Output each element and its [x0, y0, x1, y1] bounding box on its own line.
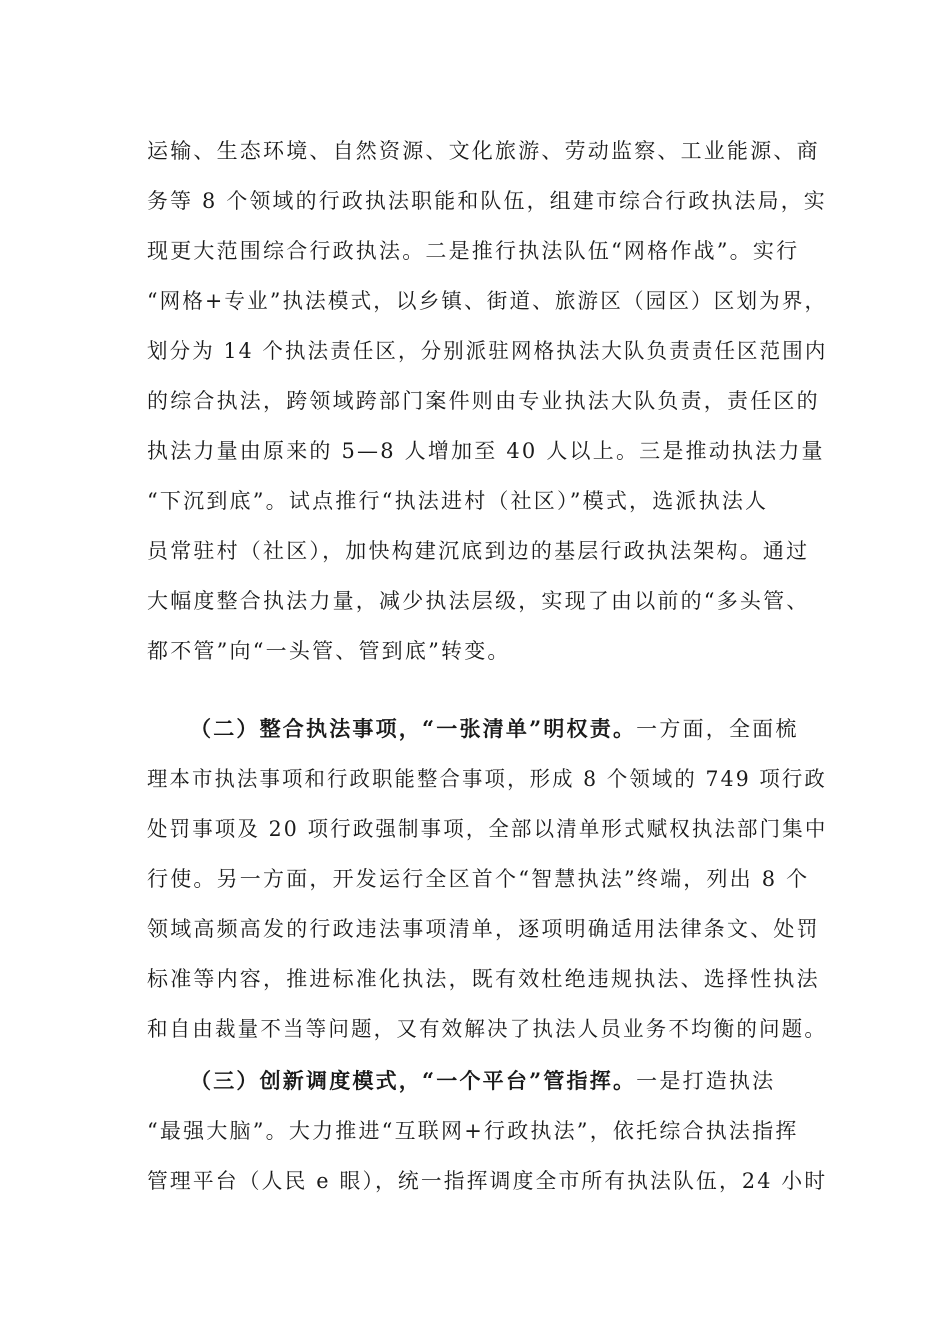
paragraph-3-first-line — [190, 1066, 830, 1096]
paragraph-2-line-7: 和自由裁量不当等问题，又有效解决了执法人员业务不均衡的问题。 — [147, 1017, 827, 1041]
paragraph-1-line-3: 现更大范围综合行政执法。二是推行执法队伍“网格作战”。实行 — [147, 239, 800, 263]
paragraph-1-line-7: 执法力量由原来的 5—8 人增加至 40 人以上。三是推动执法力量 — [147, 439, 825, 463]
paragraph-1-line-8: “下沉到底”。试点推行“执法进村（社区）”模式，选派执法人 — [147, 489, 769, 513]
paragraph-1-line-1: 运输、生态环境、自然资源、文化旅游、劳动监察、工业能源、商 — [147, 139, 820, 163]
paragraph-3-line-3: 管理平台（人民 e 眼），统一指挥调度全市所有执法队伍，24 小时 — [147, 1169, 828, 1193]
paragraph-2-line-4: 行使。另一方面，开发运行全区首个“智慧执法”终端，列出 8 个 — [147, 867, 810, 891]
paragraph-2-line-5: 领域高频高发的行政违法事项清单，逐项明确适用法律条文、处罚 — [147, 917, 820, 941]
paragraph-1-line-10: 大幅度整合执法力量，减少执法层级，实现了由以前的“多头管、 — [147, 589, 810, 613]
paragraph-1-line-9: 员常驻村（社区），加快构建沉底到边的基层行政执法架构。通过 — [147, 539, 810, 563]
section-3-heading: （三）创新调度模式，“一个平台”管指挥。 — [190, 1068, 637, 1093]
paragraph-1-line-6: 的综合执法，跨领域跨部门案件则由专业执法大队负责，责任区的 — [147, 389, 820, 413]
paragraph-3-line-2: “最强大脑”。大力推进“互联网+行政执法”，依托综合执法指挥 — [147, 1119, 799, 1143]
paragraph-1-line-5: 划分为 14 个执法责任区，分别派驻网格执法大队负责责任区范围内 — [147, 339, 828, 363]
paragraph-2-line-3: 处罚事项及 20 项行政强制事项，全部以清单形式赋权执法部门集中 — [147, 817, 828, 841]
paragraph-1-line-4: “网格+专业”执法模式，以乡镇、街道、旅游区（园区）区划为界， — [147, 289, 828, 313]
section-2-heading: （二）整合执法事项，“一张清单”明权责。 — [190, 716, 637, 741]
paragraph-2-line-2: 理本市执法事项和行政职能整合事项，形成 8 个领域的 749 项行政 — [147, 767, 827, 791]
paragraph-3-first-line-text: 一是打造执法 — [636, 1069, 776, 1093]
paragraph-2-first-line-text: 一方面，全面梳 — [636, 717, 799, 741]
paragraph-1-line-11: 都不管”向“一头管、管到底”转变。 — [147, 639, 511, 663]
paragraph-1-line-2: 务等 8 个领域的行政执法职能和队伍，组建市综合行政执法局，实 — [147, 189, 827, 213]
paragraph-2-line-6: 标准等内容，推进标准化执法，既有效杜绝违规执法、选择性执法 — [147, 967, 820, 991]
paragraph-2-first-line — [190, 714, 830, 744]
